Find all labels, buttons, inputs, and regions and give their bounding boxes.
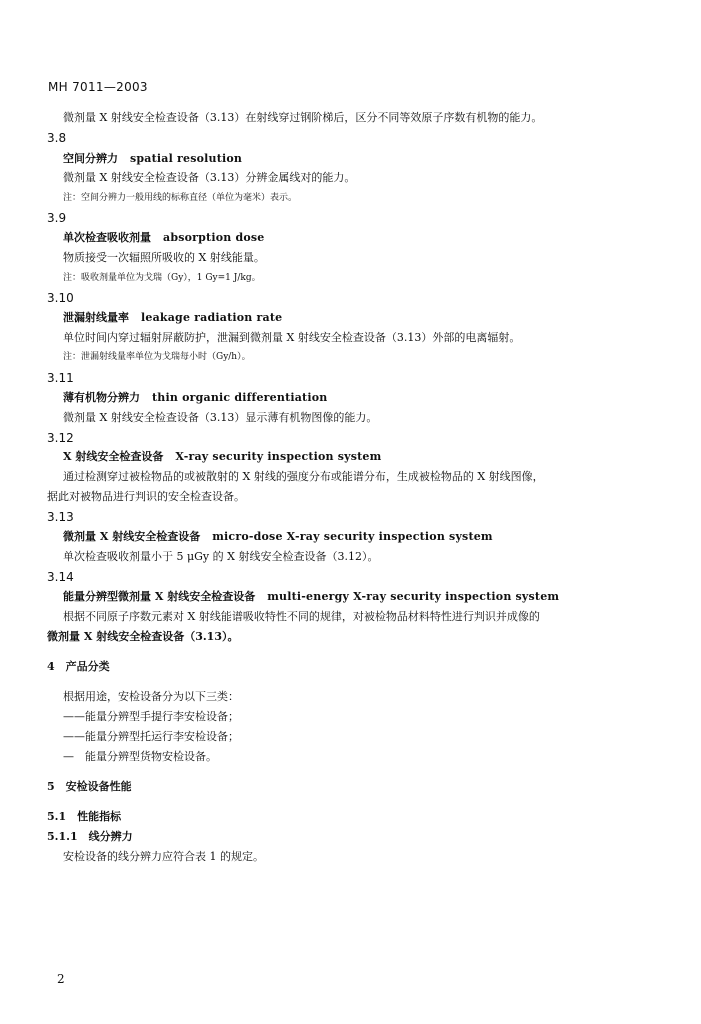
term-en: micro-dose X-ray security inspection system bbox=[212, 530, 493, 543]
definition-3-11: 微剂量 X 射线安全检查设备（3.13）显示薄有机物图像的能力。 bbox=[63, 411, 378, 424]
section-number-3-9: 3.9 bbox=[47, 211, 67, 225]
list-item-3: — 能量分辨型货物安检设备。 bbox=[63, 750, 217, 763]
term-3-14 bbox=[63, 590, 559, 604]
term-zh: 能量分辨型微剂量 X 射线安全检查设备 bbox=[63, 590, 256, 603]
term-3-12 bbox=[63, 450, 381, 464]
term-en: absorption dose bbox=[163, 231, 265, 244]
term-3-8 bbox=[63, 152, 242, 166]
definition-3-9: 物质接受一次辐照所吸收的 X 射线能量。 bbox=[63, 251, 265, 264]
term-zh: 空间分辨力 bbox=[63, 152, 118, 165]
section-number-3-11: 3.11 bbox=[47, 371, 74, 385]
term-en: thin organic differentiation bbox=[152, 391, 328, 404]
definition-3-12-line1: 通过检测穿过被检物品的或被散射的 X 射线的强度分布或能谱分布，生成被检物品的 X 射线图像， bbox=[63, 470, 544, 483]
page-number: 2 bbox=[57, 972, 65, 986]
term-3-13 bbox=[63, 530, 493, 544]
term-3-10 bbox=[63, 311, 282, 325]
term-zh: 泄漏射线量率 bbox=[63, 311, 129, 324]
term-3-9 bbox=[63, 231, 264, 245]
term-zh: 微剂量 X 射线安全检查设备 bbox=[63, 530, 201, 543]
definition-3-8: 微剂量 X 射线安全检查设备（3.13）分辨金属线对的能力。 bbox=[63, 171, 356, 184]
term-en: X-ray security inspection system bbox=[175, 450, 382, 463]
section-number-3-12: 3.12 bbox=[47, 431, 74, 445]
section-number-3-10: 3.10 bbox=[47, 291, 74, 305]
term-en: spatial resolution bbox=[130, 152, 243, 165]
section-4-intro: 根据用途，安检设备分为以下三类： bbox=[63, 690, 239, 703]
term-zh: 单次检查吸收剂量 bbox=[63, 231, 151, 244]
term-zh: 薄有机物分辨力 bbox=[63, 391, 140, 404]
note-3-9: 注：吸收剂量单位为戈瑞（Gy），1 Gy=1 J/kg。 bbox=[63, 273, 261, 283]
section-4-heading: 4 产品分类 bbox=[47, 660, 110, 673]
definition-3-10: 单位时间内穿过辐射屏蔽防护，泄漏到微剂量 X 射线安全检查设备（3.13）外部的电离辐射。 bbox=[63, 331, 521, 344]
term-zh: X 射线安全检查设备 bbox=[63, 450, 164, 463]
section-5-1-1-heading: 5.1.1 线分辨力 bbox=[47, 830, 133, 843]
definition-3-13: 单次检查吸收剂量小于 5 μGy 的 X 射线安全检查设备（3.12）。 bbox=[63, 550, 379, 563]
term-en: leakage radiation rate bbox=[141, 311, 283, 324]
term-en: multi-energy X-ray security inspection system bbox=[267, 590, 560, 603]
definition-3-12-line2: 据此对被物品进行判识的安全检查设备。 bbox=[47, 490, 245, 503]
list-item-2: ——能量分辨型托运行李安检设备； bbox=[63, 730, 239, 743]
definition-3-14-line1: 根据不同原子序数元素对 X 射线能谱吸收特性不同的规律，对被检物品材料特性进行判识并成像的 bbox=[63, 610, 540, 623]
section-number-3-13: 3.13 bbox=[47, 510, 74, 524]
standard-number: MH 7011—2003 bbox=[48, 80, 148, 94]
section-5-1-1-text: 安检设备的线分辨力应符合表 1 的规定。 bbox=[63, 850, 264, 863]
note-3-10: 注：泄漏射线量率单位为戈瑞每小时（Gy/h）。 bbox=[63, 352, 251, 362]
term-3-11 bbox=[63, 391, 327, 405]
definition-3-14-line2: 微剂量 X 射线安全检查设备（3.13）。 bbox=[47, 630, 239, 643]
list-item-1: ——能量分辨型手提行李安检设备； bbox=[63, 710, 239, 723]
section-5-heading: 5 安检设备性能 bbox=[47, 780, 132, 793]
definition-3-7-text: 微剂量 X 射线安全检查设备（3.13）在射线穿过钢阶梯后，区分不同等效原子序数有机物的能力。 bbox=[63, 111, 543, 124]
section-number-3-14: 3.14 bbox=[47, 570, 74, 584]
note-3-8: 注：空间分辨力一般用线的标称直径（单位为毫米）表示。 bbox=[63, 193, 298, 203]
section-5-1-heading: 5.1 性能指标 bbox=[47, 810, 122, 823]
section-number-3-8: 3.8 bbox=[47, 131, 67, 145]
